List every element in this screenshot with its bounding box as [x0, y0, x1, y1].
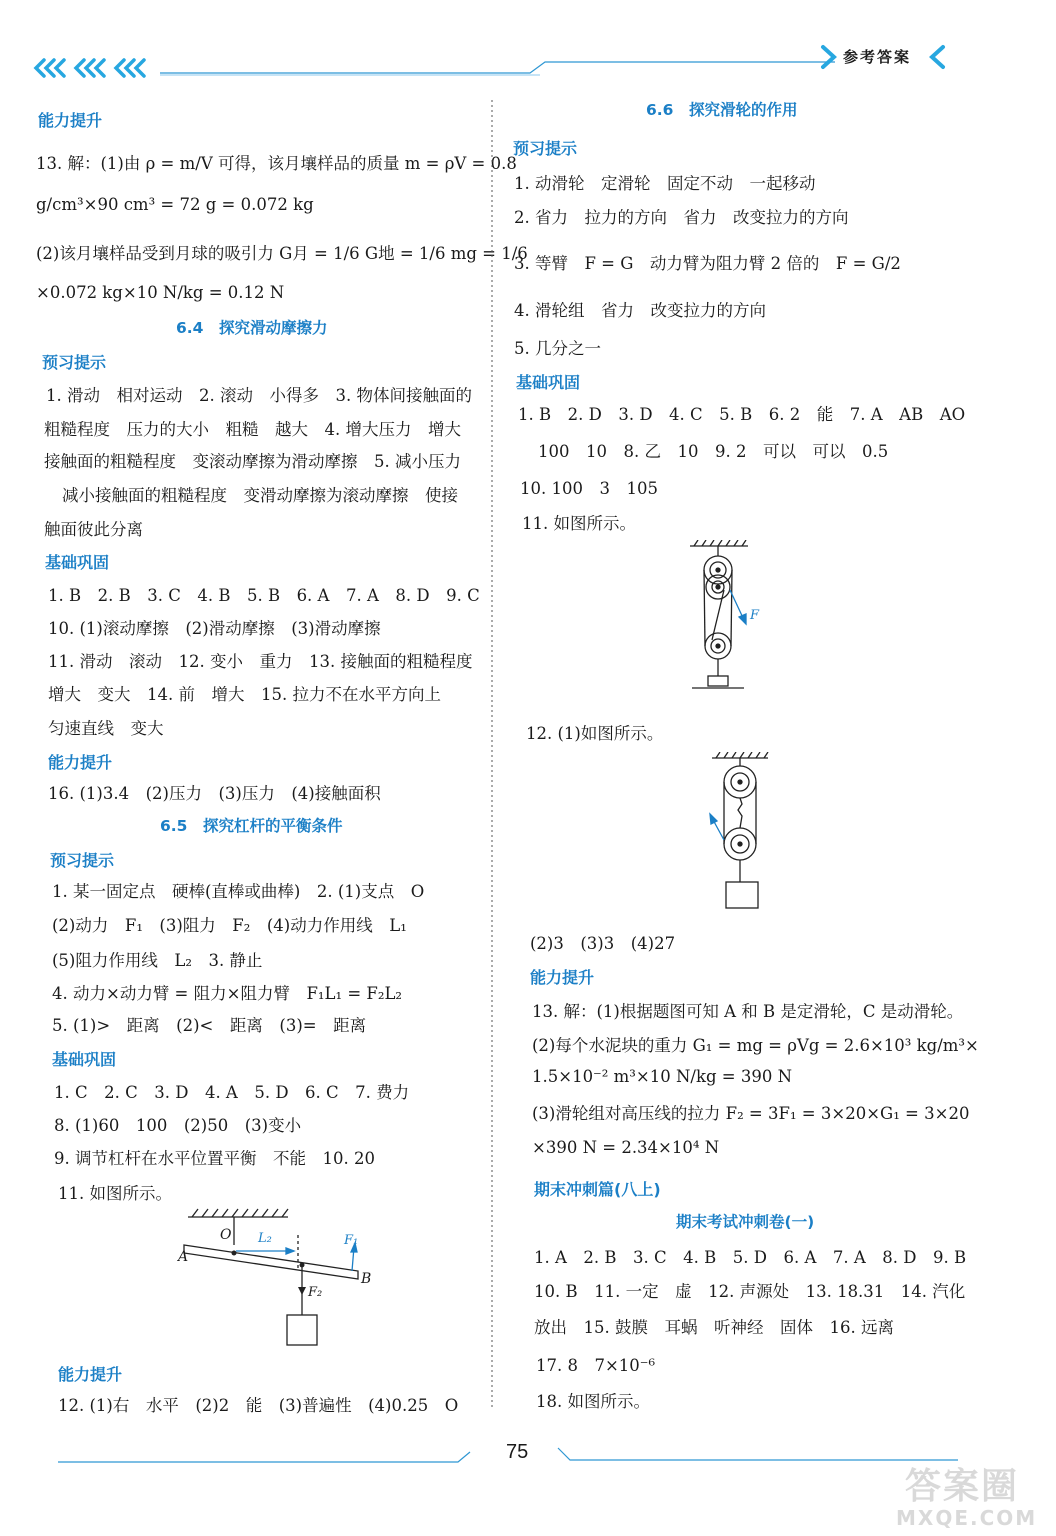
answer-line: 1.5×10⁻² m³×10 N/kg = 390 N — [532, 1067, 793, 1086]
answer-line: ×390 N = 2.34×10⁴ N — [532, 1138, 720, 1157]
lever-label-F2: F₂ — [308, 1285, 323, 1300]
answer-line: 2. 省力 拉力的方向 省力 改变拉力的方向 — [514, 208, 849, 227]
section-heading: 基础巩固 — [52, 1050, 117, 1069]
watermark-domain-text: MXQE.COM — [896, 1506, 1038, 1530]
lever-label-B: B — [361, 1271, 372, 1287]
answer-line: 11. 如图所示。 — [58, 1184, 172, 1203]
answer-line: 16. (1)3.4 (2)压力 (3)压力 (4)接触面积 — [48, 784, 381, 803]
answer-line: 12. (1)右 水平 (2)2 能 (3)普遍性 (4)0.25 O — [58, 1396, 459, 1415]
answer-line: 触面彼此分离 — [44, 520, 143, 539]
lever-diagram — [170, 1205, 380, 1355]
section-heading: 能力提升 — [530, 968, 595, 987]
section-heading: 预习提示 — [50, 851, 115, 870]
answer-line: (3)滑轮组对高压线的拉力 F₂ = 3F₁ = 3×20×G₁ = 3×20 — [532, 1104, 970, 1123]
answer-line: 5. (1)> 距离 (2)< 距离 (3)= 距离 — [52, 1016, 367, 1035]
answer-line: 13. 解：(1)由 ρ = m/V 可得，该月壤样品的质量 m = ρV = 0.8 — [36, 154, 517, 173]
answer-line: 9. 调节杠杆在水平位置平衡 不能 10. 20 — [54, 1149, 375, 1168]
section-heading: 预习提示 — [513, 139, 578, 158]
answer-line: 12. (1)如图所示。 — [526, 724, 664, 743]
section-heading: 能力提升 — [48, 753, 113, 772]
answer-line: 4. 滑轮组 省力 改变拉力的方向 — [514, 301, 766, 320]
lever-label-A: A — [178, 1249, 189, 1265]
section-heading: 预习提示 — [42, 353, 107, 372]
answer-line: (5)阻力作用线 L₂ 3. 静止 — [52, 951, 263, 970]
answer-line: (2)每个水泥块的重力 G₁ = mg = ρVg = 2.6×10³ kg/m³× — [532, 1036, 979, 1055]
answer-line: 减小接触面的粗糙程度 变滑动摩擦为滚动摩擦 使接 — [62, 486, 458, 505]
answer-line: 1. C 2. C 3. D 4. A 5. D 6. C 7. 费力 — [54, 1083, 410, 1102]
answer-line: 10. (1)滚动摩擦 (2)滑动摩擦 (3)滑动摩擦 — [48, 619, 381, 638]
answer-line: 8. (1)60 100 (2)50 (3)变小 — [54, 1116, 302, 1135]
header-title: 参考答案 — [843, 48, 912, 66]
answer-line: (2)该月壤样品受到月球的吸引力 G月 = 1/6 G地 = 1/6 mg = 1/6 — [36, 244, 528, 263]
column-divider — [490, 100, 494, 1410]
pulley-figure — [708, 752, 778, 912]
answer-line: 11. 如图所示。 — [522, 514, 636, 533]
answer-line: 1. 滑动 相对运动 2. 滚动 小得多 3. 物体间接触面的 — [46, 386, 472, 405]
section-heading: 期末冲刺篇(八上) — [534, 1180, 661, 1199]
section-heading: 能力提升 — [58, 1365, 123, 1384]
answer-line: 接触面的粗糙程度 变滚动摩擦为滑动摩擦 5. 减小压力 — [44, 452, 461, 471]
answer-line: 13. 解：(1)根据题图可知 A 和 B 是定滑轮，C 是动滑轮。 — [532, 1002, 964, 1021]
header-right-arrow-icon — [928, 44, 946, 70]
answer-line: (2)动力 F₁ (3)阻力 F₂ (4)动力作用线 L₁ — [52, 916, 407, 935]
answer-line: 匀速直线 变大 — [48, 719, 164, 738]
answer-line: 3. 等臂 F = G 动力臂为阻力臂 2 倍的 F = G/2 — [514, 254, 901, 273]
header-left-arrow-icon — [820, 44, 838, 70]
lever-figure — [170, 1205, 380, 1355]
section-title: 6.5 探究杠杆的平衡条件 — [160, 817, 343, 835]
pulley-diagram-12 — [708, 752, 778, 912]
section-heading: 能力提升 — [38, 111, 103, 130]
section-title: 6.6 探究滑轮的作用 — [646, 101, 798, 119]
answer-line: 1. 动滑轮 定滑轮 固定不动 一起移动 — [514, 174, 816, 193]
answer-line: 17. 8 7×10⁻⁶ — [536, 1356, 656, 1375]
pulley-label-F: F — [750, 608, 760, 623]
answer-line: 增大 变大 14. 前 增大 15. 拉力不在水平方向上 — [48, 685, 441, 704]
section-heading: 基础巩固 — [45, 553, 110, 572]
answer-line: g/cm³×90 cm³ = 72 g = 0.072 kg — [36, 195, 314, 214]
answer-line: 1. A 2. B 3. C 4. B 5. D 6. A 7. A 8. D 9. B — [534, 1248, 967, 1267]
answer-line: 1. 某一固定点 硬棒(直棒或曲棒) 2. (1)支点 O — [52, 882, 425, 901]
answer-line: 18. 如图所示。 — [536, 1392, 650, 1411]
answer-line: (2)3 (3)3 (4)27 — [530, 934, 676, 953]
pulley-diagram-11 — [688, 540, 768, 700]
answer-line: 1. B 2. D 3. D 4. C 5. B 6. 2 能 7. A AB AO — [518, 405, 966, 424]
lever-label-L2: L₂ — [258, 1231, 272, 1246]
answer-line: 10. 100 3 105 — [520, 479, 658, 498]
watermark-logo-text: 答案圈 — [905, 1466, 1020, 1507]
section-title: 6.4 探究滑动摩擦力 — [176, 319, 328, 337]
answer-line: 粗糙程度 压力的大小 粗糙 越大 4. 增大压力 增大 — [44, 420, 461, 439]
page-number: 75 — [506, 1441, 529, 1463]
lever-label-O: O — [220, 1227, 232, 1243]
lever-label-F1: F₁ — [344, 1233, 359, 1248]
answer-line: 1. B 2. B 3. C 4. B 5. B 6. A 7. A 8. D 9. C — [48, 586, 480, 605]
answer-line: 5. 几分之一 — [514, 339, 601, 358]
answer-line: 4. 动力×动力臂 = 阻力×阻力臂 F₁L₁ = F₂L₂ — [52, 984, 403, 1003]
section-title: 期末考试冲刺卷(一) — [676, 1213, 815, 1231]
answer-line: 放出 15. 鼓膜 耳蜗 听神经 固体 16. 远离 — [534, 1318, 894, 1337]
answer-line: ×0.072 kg×10 N/kg = 0.12 N — [36, 283, 285, 302]
section-heading: 基础巩固 — [516, 373, 581, 392]
answer-line: 11. 滑动 滚动 12. 变小 重力 13. 接触面的粗糙程度 — [48, 652, 473, 671]
answer-line: 100 10 8. 乙 10 9. 2 可以 可以 0.5 — [538, 442, 889, 461]
answer-line: 10. B 11. 一定 虚 12. 声源处 13. 18.31 14. 汽化 — [534, 1282, 966, 1301]
